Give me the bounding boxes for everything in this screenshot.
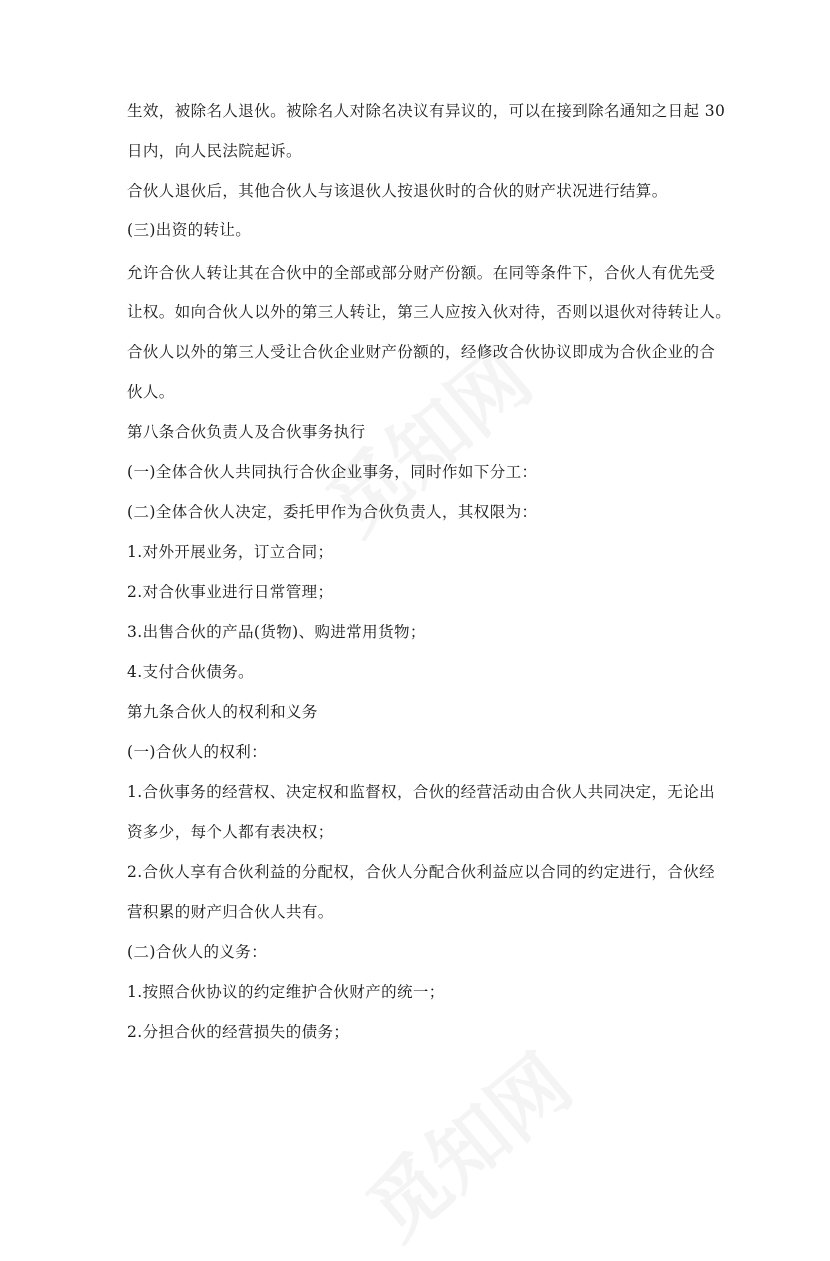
- section-heading: 第八条合伙负责人及合伙事务执行: [127, 423, 366, 441]
- watermark-bottom: [340, 1025, 591, 1261]
- text-line: (二)全体合伙人决定，委托甲作为合伙负责人，其权限为：: [127, 503, 538, 521]
- text-line: 合伙人以外的第三人受让合伙企业财产份额的，经修改合伙协议即成为合伙企业的合: [127, 343, 716, 361]
- list-item: 4.支付合伙债务。: [127, 663, 254, 681]
- list-item: 1.对外开展业务，订立合同；: [127, 543, 334, 561]
- text-line: (三)出资的转让。: [127, 221, 252, 239]
- text-line: (一)合伙人的权利：: [127, 743, 268, 761]
- list-item: 2.对合伙事业进行日常管理；: [127, 583, 334, 601]
- text-line: 生效，被除名人退伙。被除名人对除名决议有异议的，可以在接到除名通知之日起 30: [127, 102, 726, 120]
- list-item: 2.合伙人享有合伙利益的分配权，合伙人分配合伙利益应以合同的约定进行，合伙经: [127, 863, 715, 881]
- list-item: 3.出售合伙的产品(货物)、购进常用货物；: [127, 623, 426, 641]
- text-line: 日内，向人民法院起诉。: [127, 142, 302, 160]
- text-line: 资多少，每个人都有表决权；: [127, 823, 334, 841]
- section-heading: 第九条合伙人的权利和义务: [127, 703, 318, 721]
- text-line: 合伙人退伙后，其他合伙人与该退伙人按退伙时的合伙的财产状况进行结算。: [127, 182, 668, 200]
- text-line: 允许合伙人转让其在合伙中的全部或部分财产份额。在同等条件下，合伙人有优先受: [127, 264, 716, 282]
- list-item: 1.合伙事务的经营权、决定权和监督权，合伙的经营活动由合伙人共同决定，无论出: [127, 783, 715, 801]
- text-line: (二)合伙人的义务：: [127, 943, 268, 961]
- text-line: 让权。如向合伙人以外的第三人转让，第三人应按入伙对待，否则以退伙对待转让人。: [127, 303, 732, 321]
- list-item: 1.按照合伙协议的约定维护合伙财产的统一；: [127, 983, 445, 1001]
- list-item: 2.分担合伙的经营损失的债务；: [127, 1023, 350, 1041]
- text-line: 营积累的财产归合伙人共有。: [127, 903, 334, 921]
- text-line: (一)全体合伙人共同执行合伙企业事务，同时作如下分工：: [127, 463, 538, 481]
- text-line: 伙人。: [127, 383, 175, 401]
